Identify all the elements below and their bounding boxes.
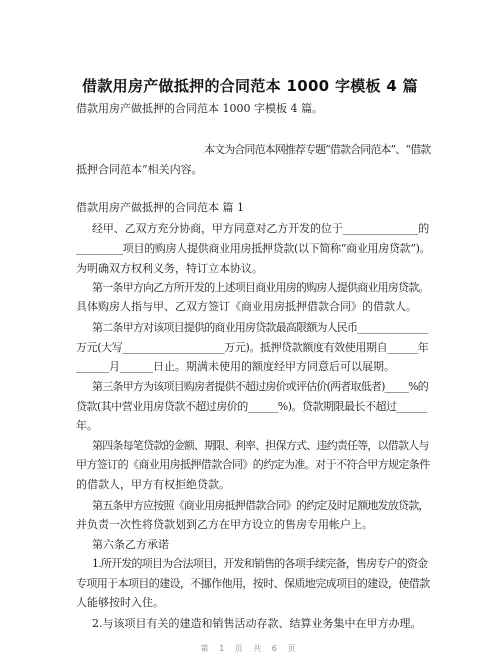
paragraph-line: 贷款(其中营业用房贷款不超过房价的______%)。贷款期限最长不超过______	[76, 400, 427, 413]
paragraph-line: 2.与该项目有关的建造和销售活动存款、结算业务集中在甲方办理。	[92, 617, 422, 630]
document-title: 借款用房产做抵押的合同范本 1000 字模板 4 篇	[82, 77, 418, 95]
paragraph-line: 第四条每笔贷款的金额、期限、利率、担保方式、违约责任等，以借款人与	[92, 439, 429, 452]
paragraph-line: 1.所开发的项目为合法项目，开发和销售的各项手续完备，售房专户的资金	[92, 557, 428, 570]
paragraph-line: 第二条甲方对该项目提供的商业用房贷款最高限额为人民币_______________	[92, 321, 428, 334]
recommend-line: 本文为合同范本网推荐专题“借款合同范本”、“借款	[204, 143, 431, 156]
paragraph-line: 经甲、乙双方充分协商，甲方同意对乙方开发的位于______________的	[92, 222, 430, 235]
paragraph-line: 的借款人，甲方有权拒绝贷款。	[76, 478, 230, 491]
paragraph-line: 第三条甲方为该项目购房者提供不超过房价或评估价(两者取低者)_____%的	[92, 380, 428, 393]
paragraph-line: 万元(大写____________________万元)。抵押贷款额度有效使用期自______年	[76, 341, 429, 354]
paragraph-line: 年。	[76, 419, 98, 432]
paragraph-line: 甲方签订的《商业用房抵押借款合同》的约定为准。对于不符合甲方规定条件	[76, 458, 430, 471]
intro-line: 借款用房产做抵押的合同范本 1000 字模板 4 篇。	[76, 102, 323, 115]
paragraph-line: _________项目的购房人提供商业用房抵押贷款(以下简称“商业用房贷款”)。	[76, 242, 431, 255]
paragraph-line: 第一条甲方向乙方所开发的上述项目商业用房的购房人提供商业用房贷款。	[92, 281, 429, 294]
section-heading: 借款用房产做抵押的合同范本 篇 1	[76, 201, 244, 214]
paragraph-line: 具体购房人指与甲、乙双方签订《商业用房抵押借款合同》的借款人。	[76, 300, 417, 313]
paragraph-line: 第六条乙方承诺	[92, 538, 169, 551]
page-number: 第 1 页 共 6 页	[200, 644, 300, 653]
paragraph-line: 并负责一次性将贷款划到乙方在甲方设立的售房专用帐户上。	[76, 518, 373, 531]
paragraph-line: 第五条甲方应按照《商业用房抵押借款合同》的约定及时足额地发放贷款，	[92, 499, 429, 512]
paragraph-line: 为明确双方权利义务，特订立本协议。	[76, 262, 263, 275]
paragraph-line: 人能够按时入住。	[76, 596, 164, 609]
paragraph-line: ______月______日止。期满未使用的额度经甲方同意后可以展期。	[76, 360, 395, 373]
paragraph-line: 专项用于本项目的建设，不挪作他用，按时、保质地完成项目的建设，使借款	[76, 577, 430, 590]
recommend-line-cont: 抵押合同范本”相关内容。	[76, 163, 203, 176]
